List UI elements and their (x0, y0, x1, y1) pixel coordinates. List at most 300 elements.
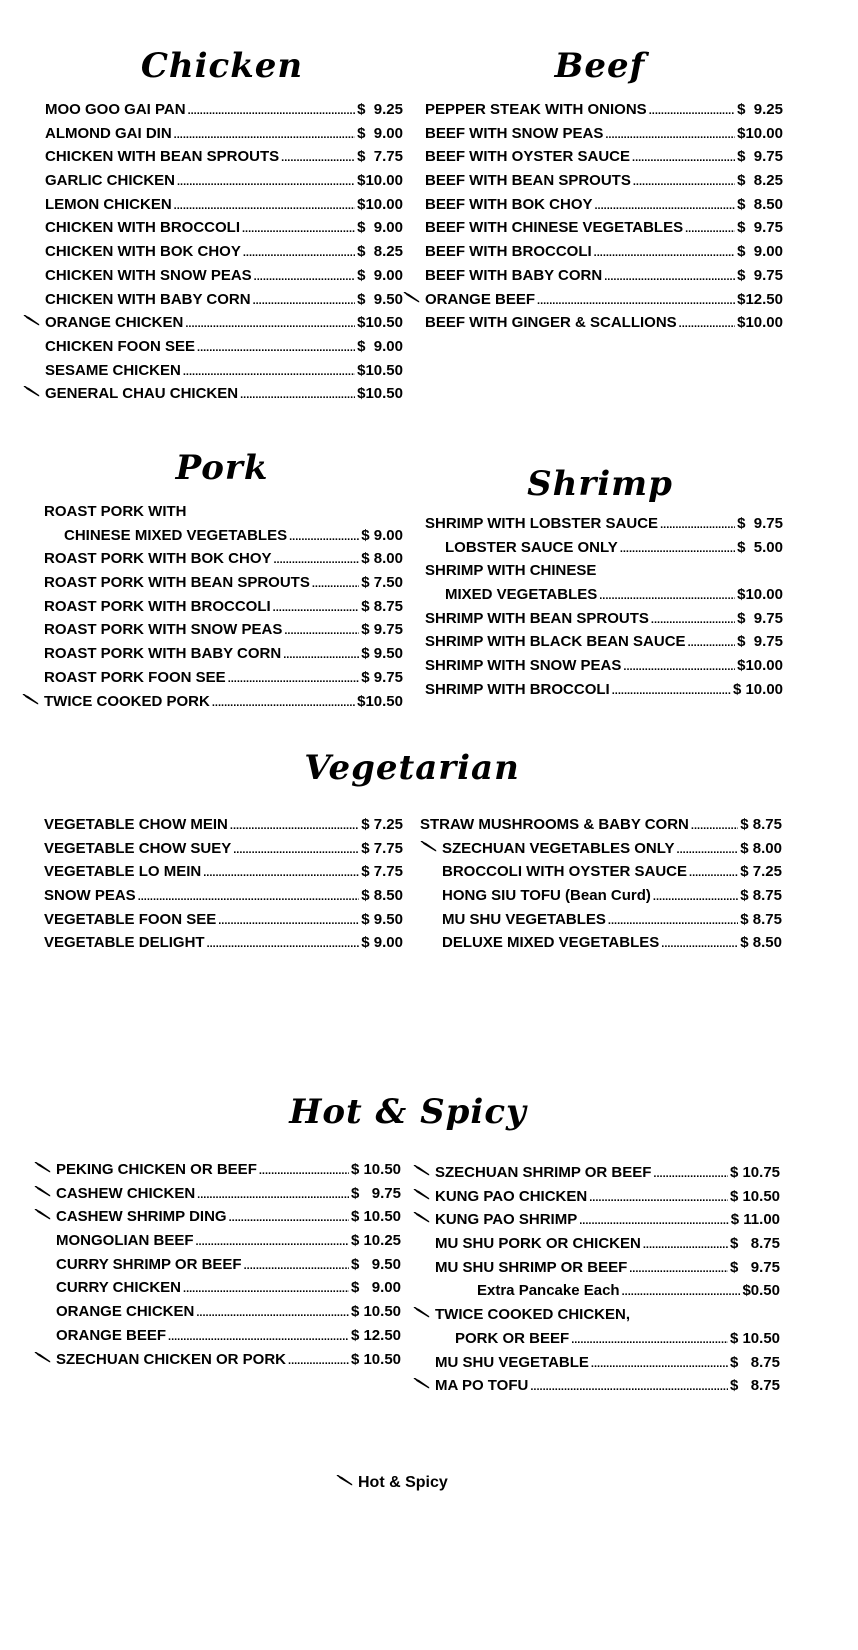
dot-leader (649, 100, 735, 124)
menu-item (413, 1161, 780, 1185)
menu-item (22, 642, 403, 666)
legend-label: Hot & Spicy (358, 1474, 448, 1491)
dot-leader (591, 1353, 728, 1377)
item-price: $ 9.00 (357, 219, 403, 237)
menu-item (34, 1324, 401, 1348)
dot-leader (689, 862, 738, 886)
dot-leader (653, 1163, 728, 1187)
dot-leader (174, 195, 355, 219)
dot-leader (229, 1207, 349, 1231)
item-name: GARLIC CHICKEN (45, 172, 175, 190)
dot-leader (177, 171, 355, 195)
menu-item (22, 524, 403, 548)
section-title-beef: Beef (554, 46, 646, 86)
item-name: MU SHU VEGETABLES (442, 910, 606, 928)
item-name: CHICKEN WITH SNOW PEAS (45, 266, 252, 284)
menu-item (413, 1327, 780, 1351)
dot-leader (228, 668, 360, 692)
item-name: ROAST PORK WITH BROCCOLI (44, 597, 271, 615)
item-name: CHICKEN WITH BABY CORN (45, 290, 251, 308)
dot-leader (579, 1210, 729, 1234)
item-price: $10.00 (737, 657, 783, 675)
dot-leader (608, 910, 738, 934)
item-name: CHICKEN WITH BOK CHOY (45, 243, 241, 261)
dot-leader (691, 815, 738, 839)
item-price: $10.50 (357, 314, 403, 332)
menu-item (23, 288, 403, 312)
item-name: ROAST PORK WITH BOK CHOY (44, 550, 272, 568)
menu-item (22, 571, 403, 595)
menu-item (403, 216, 783, 240)
item-price: $ 8.75 (729, 1377, 780, 1395)
item-name: VEGETABLE CHOW MEIN (44, 816, 228, 833)
item-name: BEEF WITH GINGER & SCALLIONS (425, 314, 677, 332)
menu-item (403, 264, 783, 288)
dot-leader (242, 218, 355, 242)
menu-item (420, 884, 782, 908)
menu-item (403, 607, 783, 631)
dot-leader (281, 147, 355, 171)
dot-leader (174, 124, 355, 148)
item-price: $ 9.75 (737, 266, 783, 284)
item-price: $ 9.00 (361, 526, 403, 544)
item-price: $ 9.50 (350, 1255, 401, 1273)
item-price: $ 9.75 (361, 668, 403, 686)
item-price: $ 11.00 (730, 1211, 780, 1229)
item-name: VEGETABLE CHOW SUEY (44, 839, 232, 857)
menu-item (44, 908, 403, 932)
dot-leader (312, 573, 359, 597)
item-price: $10.50 (357, 692, 403, 710)
item-price: $ 9.75 (737, 609, 783, 627)
item-name: BEEF WITH BOK CHOY (425, 195, 593, 213)
menu-item (23, 216, 403, 240)
dot-leader (594, 242, 735, 266)
dot-leader (197, 1184, 349, 1208)
item-name: TWICE COOKED PORK (44, 692, 210, 710)
dot-leader (660, 514, 735, 538)
menu-list-vegetarian-left (44, 813, 403, 955)
dot-leader (197, 337, 355, 361)
menu-item (23, 169, 403, 193)
item-name: BEEF WITH OYSTER SAUCE (425, 148, 631, 166)
item-price: $ 9.25 (737, 101, 783, 118)
menu-list-chicken (23, 98, 403, 406)
menu-item (420, 908, 782, 932)
menu-item (44, 837, 403, 861)
item-name: VEGETABLE FOON SEE (44, 910, 217, 928)
item-name: SZECHUAN SHRIMP OR BEEF (435, 1164, 652, 1181)
menu-item (403, 240, 783, 264)
item-price: $10.00 (357, 195, 403, 213)
item-name: MOO GOO GAI PAN (45, 101, 186, 118)
dot-leader (183, 1278, 349, 1302)
item-price: $10.50 (357, 385, 403, 403)
item-name: MA PO TOFU (435, 1377, 529, 1395)
dot-leader (185, 313, 355, 337)
menu-item (403, 678, 783, 702)
item-price: $ 9.75 (737, 148, 783, 166)
item-name: SNOW PEAS (44, 887, 136, 905)
dot-leader (207, 933, 360, 957)
item-name: CHICKEN WITH BEAN SPROUTS (45, 148, 280, 166)
dot-leader (138, 886, 360, 910)
menu-item (403, 536, 783, 560)
item-name: LEMON CHICKEN (45, 195, 172, 213)
item-name: PEKING CHICKEN OR BEEF (56, 1161, 257, 1178)
item-price: $ 8.75 (729, 1235, 780, 1253)
menu-item (23, 240, 403, 264)
item-name: PEPPER STEAK WITH ONIONS (425, 101, 647, 118)
item-price: $ 9.00 (737, 243, 783, 261)
item-name: KUNG PAO CHICKEN (435, 1187, 588, 1205)
item-name: ROAST PORK WITH (44, 503, 187, 520)
item-name: SZECHUAN VEGETABLES ONLY (442, 839, 675, 857)
dot-leader (599, 585, 735, 609)
item-name: ORANGE BEEF (56, 1326, 167, 1344)
dot-leader (571, 1329, 728, 1353)
item-price: $ 10.75 (729, 1164, 780, 1181)
item-name: LOBSTER SAUCE ONLY (445, 538, 618, 556)
item-name: SHRIMP WITH BEAN SPROUTS (425, 609, 649, 627)
chili-pepper-icon (34, 1209, 56, 1221)
menu-list-vegetarian-right (420, 813, 782, 955)
item-name: SHRIMP WITH BLACK BEAN SAUCE (425, 633, 686, 651)
dot-leader (651, 609, 735, 633)
dot-leader (620, 538, 735, 562)
item-name: CASHEW CHICKEN (56, 1184, 196, 1202)
menu-item (22, 690, 403, 714)
item-name: ROAST PORK WITH BABY CORN (44, 645, 282, 663)
menu-item (22, 666, 403, 690)
menu-item (34, 1253, 401, 1277)
item-price: $ 9.50 (361, 645, 403, 663)
chili-pepper-icon (413, 1189, 435, 1201)
menu-item (413, 1185, 780, 1209)
item-name: ROAST PORK WITH SNOW PEAS (44, 621, 283, 639)
item-price: $ 9.75 (729, 1258, 780, 1276)
item-price: $ 8.25 (357, 243, 403, 261)
menu-item (34, 1205, 401, 1229)
item-price: $ 9.00 (361, 934, 403, 952)
dot-leader (168, 1326, 349, 1350)
menu-item (403, 169, 783, 193)
menu-item (44, 813, 403, 837)
menu-item (22, 618, 403, 642)
item-name: CHICKEN FOON SEE (45, 337, 196, 355)
chili-pepper-icon (336, 1474, 354, 1492)
item-name: CHINESE MIXED VEGETABLES (64, 526, 288, 544)
item-price: $ 9.50 (361, 910, 403, 928)
item-price: $10.50 (357, 361, 403, 379)
menu-item (413, 1232, 780, 1256)
item-price: $0.50 (742, 1282, 780, 1300)
item-name: SESAME CHICKEN (45, 361, 181, 379)
menu-item (22, 500, 403, 524)
dot-leader (530, 1376, 728, 1400)
menu-item (23, 122, 403, 146)
dot-leader (623, 656, 735, 680)
item-name: MU SHU SHRIMP OR BEEF (435, 1258, 628, 1276)
item-price: $ 8.75 (740, 910, 782, 928)
dot-leader (259, 1160, 349, 1184)
menu-item (23, 382, 403, 406)
dot-leader (253, 290, 356, 314)
dot-leader (679, 313, 735, 337)
item-price: $ 9.00 (357, 124, 403, 142)
dot-leader (685, 218, 735, 242)
item-name: BEEF WITH BEAN SPROUTS (425, 172, 631, 190)
item-price: $ 7.75 (357, 148, 403, 166)
menu-item (22, 595, 403, 619)
chili-pepper-icon (34, 1352, 56, 1364)
dot-leader (274, 549, 360, 573)
dot-leader (595, 195, 736, 219)
item-price: $ 8.50 (361, 887, 403, 905)
item-name: ROAST PORK WITH BEAN SPROUTS (44, 574, 310, 592)
item-name: TWICE COOKED CHICKEN, (435, 1306, 630, 1324)
menu-item (34, 1300, 401, 1324)
item-price: $ 8.50 (737, 195, 783, 213)
dot-leader (240, 384, 355, 408)
menu-item (403, 145, 783, 169)
dot-leader (643, 1234, 728, 1258)
dot-leader (188, 100, 356, 124)
item-price: $ 7.75 (361, 839, 403, 857)
item-price: $ 9.75 (350, 1184, 401, 1202)
item-name: VEGETABLE DELIGHT (44, 934, 205, 952)
item-price: $ 9.75 (737, 219, 783, 237)
item-price: $ 8.00 (361, 550, 403, 568)
menu-item (420, 813, 782, 837)
item-name: ROAST PORK FOON SEE (44, 668, 226, 686)
dot-leader (605, 124, 735, 148)
menu-item (44, 884, 403, 908)
item-name: CASHEW SHRIMP DING (56, 1208, 227, 1226)
item-name: CURRY SHRIMP OR BEEF (56, 1255, 242, 1273)
menu-item (413, 1208, 780, 1232)
dot-leader (653, 886, 738, 910)
item-price: $ 8.75 (361, 597, 403, 615)
menu-item (34, 1182, 401, 1206)
item-name: BEEF WITH SNOW PEAS (425, 124, 604, 142)
item-price: $ 9.75 (737, 633, 783, 651)
section-title-pork: Pork (175, 448, 269, 488)
menu-list-hot-spicy-left (34, 1158, 401, 1371)
section-title-vegetarian: Vegetarian (304, 748, 520, 788)
item-name: PORK OR BEEF (455, 1329, 570, 1347)
dot-leader (661, 933, 738, 957)
item-name: CURRY CHICKEN (56, 1279, 182, 1297)
dot-leader (218, 910, 359, 934)
menu-item (403, 288, 783, 312)
menu-list-hot-spicy-right (413, 1161, 780, 1398)
item-price: $ 9.00 (357, 337, 403, 355)
dot-leader (254, 266, 355, 290)
menu-item (403, 193, 783, 217)
item-name: Extra Pancake Each (477, 1282, 620, 1300)
item-price: $ 10.50 (350, 1161, 401, 1178)
dot-leader (196, 1302, 349, 1326)
menu-item (23, 145, 403, 169)
item-price: $ 10.50 (350, 1350, 401, 1368)
dot-leader (243, 242, 355, 266)
item-price: $10.00 (737, 124, 783, 142)
dot-leader (677, 839, 739, 863)
item-price: $ 5.00 (737, 538, 783, 556)
dot-leader (633, 171, 735, 195)
dot-leader (273, 597, 360, 621)
chili-pepper-icon (413, 1212, 435, 1224)
menu-list-beef (403, 98, 783, 335)
chili-pepper-icon (34, 1186, 56, 1198)
menu-item (23, 264, 403, 288)
item-price: $ 8.25 (737, 172, 783, 190)
menu-item (413, 1279, 780, 1303)
item-name: BEEF WITH CHINESE VEGETABLES (425, 219, 684, 237)
item-name: SHRIMP WITH SNOW PEAS (425, 657, 622, 675)
item-name: KUNG PAO SHRIMP (435, 1211, 578, 1229)
item-price: $ 9.75 (361, 621, 403, 639)
item-price: $ 9.00 (350, 1279, 401, 1297)
menu-item (34, 1229, 401, 1253)
section-title-chicken: Chicken (140, 46, 304, 86)
dot-leader (183, 361, 355, 385)
menu-item (403, 512, 783, 536)
item-price: $ 10.00 (732, 680, 783, 698)
item-name: GENERAL CHAU CHICKEN (45, 385, 239, 403)
menu-list-shrimp (403, 512, 783, 702)
menu-item (23, 98, 403, 122)
item-name: SZECHUAN CHICKEN OR PORK (56, 1350, 287, 1368)
menu-item (420, 931, 782, 955)
item-name: MONGOLIAN BEEF (56, 1232, 194, 1250)
dot-leader (283, 644, 359, 668)
menu-item (403, 630, 783, 654)
dot-leader (284, 620, 359, 644)
item-price: $ 7.50 (361, 574, 403, 592)
item-name: ORANGE CHICKEN (45, 314, 184, 332)
section-title-shrimp: Shrimp (527, 464, 673, 504)
chili-pepper-icon (22, 694, 44, 706)
item-name: ORANGE BEEF (425, 290, 536, 308)
item-price: $10.00 (357, 172, 403, 190)
chili-pepper-icon (403, 292, 425, 304)
item-name: ORANGE CHICKEN (56, 1303, 195, 1321)
item-name: MU SHU VEGETABLE (435, 1353, 589, 1371)
item-name: VEGETABLE LO MEIN (44, 863, 202, 881)
chili-pepper-icon (23, 386, 45, 398)
item-name: SHRIMP WITH CHINESE (425, 562, 597, 580)
item-price: $ 9.25 (357, 101, 403, 118)
item-name: ALMOND GAI DIN (45, 124, 172, 142)
item-name: BEEF WITH BROCCOLI (425, 243, 592, 261)
chili-pepper-icon (413, 1307, 435, 1319)
menu-item (23, 335, 403, 359)
item-price: $ 8.75 (729, 1353, 780, 1371)
menu-item (22, 547, 403, 571)
item-price: $ 8.75 (740, 887, 782, 905)
menu-item (403, 122, 783, 146)
dot-leader (612, 680, 731, 704)
chili-pepper-icon (34, 1162, 56, 1174)
menu-item (420, 860, 782, 884)
item-price: $10.00 (737, 314, 783, 332)
item-price: $ 7.25 (740, 863, 782, 881)
item-price: $12.50 (737, 290, 783, 308)
dot-leader (212, 692, 355, 716)
menu-list-pork (22, 500, 403, 713)
chili-pepper-icon (413, 1165, 435, 1177)
menu-item (413, 1374, 780, 1398)
chili-pepper-icon (413, 1378, 435, 1390)
menu-item (34, 1158, 401, 1182)
menu-item (413, 1351, 780, 1375)
menu-item (23, 359, 403, 383)
menu-item (44, 860, 403, 884)
dot-leader (629, 1258, 728, 1282)
item-price: $10.00 (737, 586, 783, 604)
item-price: $ 9.50 (357, 290, 403, 308)
item-price: $ 9.00 (357, 266, 403, 284)
dot-leader (589, 1187, 728, 1211)
item-price: $ 12.50 (350, 1326, 401, 1344)
dot-leader (203, 862, 359, 886)
item-price: $ 9.75 (737, 515, 783, 532)
menu-item (403, 311, 783, 335)
item-price: $ 10.50 (350, 1208, 401, 1226)
menu-item (34, 1276, 401, 1300)
item-price: $ 8.50 (740, 934, 782, 952)
item-price: $ 7.25 (361, 816, 403, 833)
menu-item (403, 654, 783, 678)
item-name: HONG SIU TOFU (Bean Curd) (442, 887, 651, 905)
item-name: BROCCOLI WITH OYSTER SAUCE (442, 863, 688, 881)
menu-item (413, 1303, 780, 1327)
item-name: SHRIMP WITH BROCCOLI (425, 680, 610, 698)
item-name: SHRIMP WITH LOBSTER SAUCE (425, 515, 659, 532)
item-price: $ 10.50 (729, 1329, 780, 1347)
item-price: $ 8.75 (740, 816, 782, 833)
dot-leader (233, 839, 359, 863)
item-price: $ 10.50 (729, 1187, 780, 1205)
dot-leader (632, 147, 735, 171)
item-name: CHICKEN WITH BROCCOLI (45, 219, 240, 237)
item-name: MIXED VEGETABLES (445, 586, 598, 604)
menu-item (403, 583, 783, 607)
dot-leader (230, 815, 359, 839)
menu-item (34, 1348, 401, 1372)
menu-item (413, 1256, 780, 1280)
menu-item (403, 98, 783, 122)
menu-item (23, 311, 403, 335)
item-name: BEEF WITH BABY CORN (425, 266, 603, 284)
dot-leader (537, 290, 735, 314)
dot-leader (288, 1350, 349, 1374)
menu-item (420, 837, 782, 861)
chili-pepper-icon (420, 841, 442, 853)
dot-leader (622, 1281, 741, 1305)
item-price: $ 10.50 (350, 1303, 401, 1321)
dot-leader (289, 526, 359, 550)
dot-leader (604, 266, 735, 290)
dot-leader (688, 632, 736, 656)
section-title-hot-spicy: Hot & Spicy (289, 1092, 527, 1132)
dot-leader (244, 1255, 349, 1279)
item-name: STRAW MUSHROOMS & BABY CORN (420, 816, 689, 833)
menu-item (23, 193, 403, 217)
item-price: $ 10.25 (350, 1232, 401, 1250)
